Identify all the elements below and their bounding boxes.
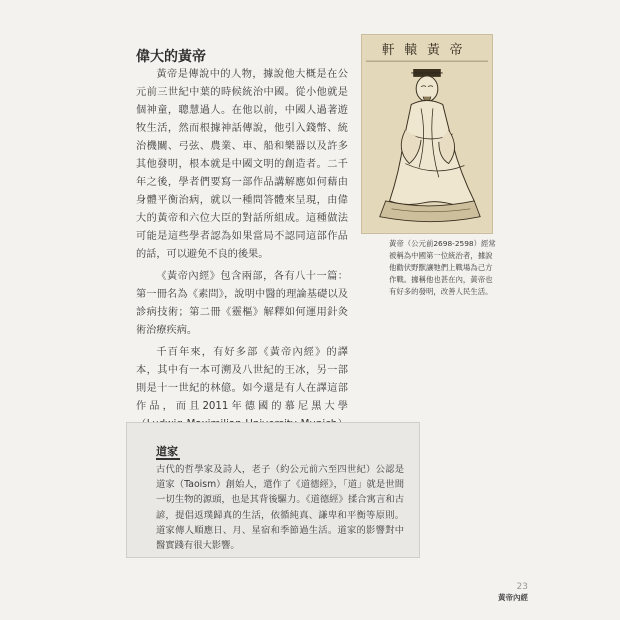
section-title: 偉大的黃帝 [136,49,206,65]
sidebar-text [156,462,404,553]
figure-caption: 黃帝（公元前2698-2598）經常被稱為中國第一位統治者，據說他勸伏野獸讓牠們上戰場為己方作戰。據稱他也甚在內，黃帝也有好多的發明，改善人民生活。 [389,239,496,296]
yellow-emperor-illustration [361,34,493,234]
paragraph: 千百年來，有好多部《黃帝內經》的譯本，其中有一本可溯及八世紀的王冰，另一部則是十一世紀的林億。如今還是有人在譯這部作品，而且2011年德國的慕尼黑大學 [136,347,348,412]
page-number: 23 [516,582,528,592]
running-title: 黃帝內經 [498,593,528,602]
paragraph: 《黃帝內經》包含兩部，各有八十一篇：第一冊名為《素問》，說明中醫的理論基礎以及診病技術；第二冊《靈樞》解釋如何運用針灸術治療疾病。 [136,271,348,336]
sidebar-title: 道家 [156,445,178,458]
title-underline [156,458,180,460]
main-text [136,66,348,456]
inscription: 軒轅黃帝 [381,43,473,59]
paragraph: 黃帝是傳說中的人物，據說他大概是在公元前三世紀中葉的時候統治中國。從小他就是個神童，聰慧過人。在他以前，中國人過著遊牧生活，然而根據神話傳說，他引入錢幣、統治機關、弓弦、農業、車、船和樂器以及許多其他發明，根本就是中國文明的創造者。二千年之後，學者們要寫一部作品講解應如何藉由身體平衡治病，就以一種問答體來呈現，由偉大的黃帝和六位大臣的對話所組成。這種做法可能是這些學者認為如果當局不認同這部作品的話，可以避免不良的後果。 [136,69,348,260]
sidebar-paragraph: 古代的哲學家及詩人，老子（約公元前六至四世紀）公認是道家（Taoism）創始人，還作了《道德經》，「道」就是世間一切生物的源頭，也是其背後驅力。《道德經》揉合寓言和古諺，提倡返璞歸真的生活，依循純真、謙卑和平衡等原則。道家傳人順應日、月、星宿和季節過生活。道家的影響對中醫實踐有很大影響。 [156,464,404,552]
